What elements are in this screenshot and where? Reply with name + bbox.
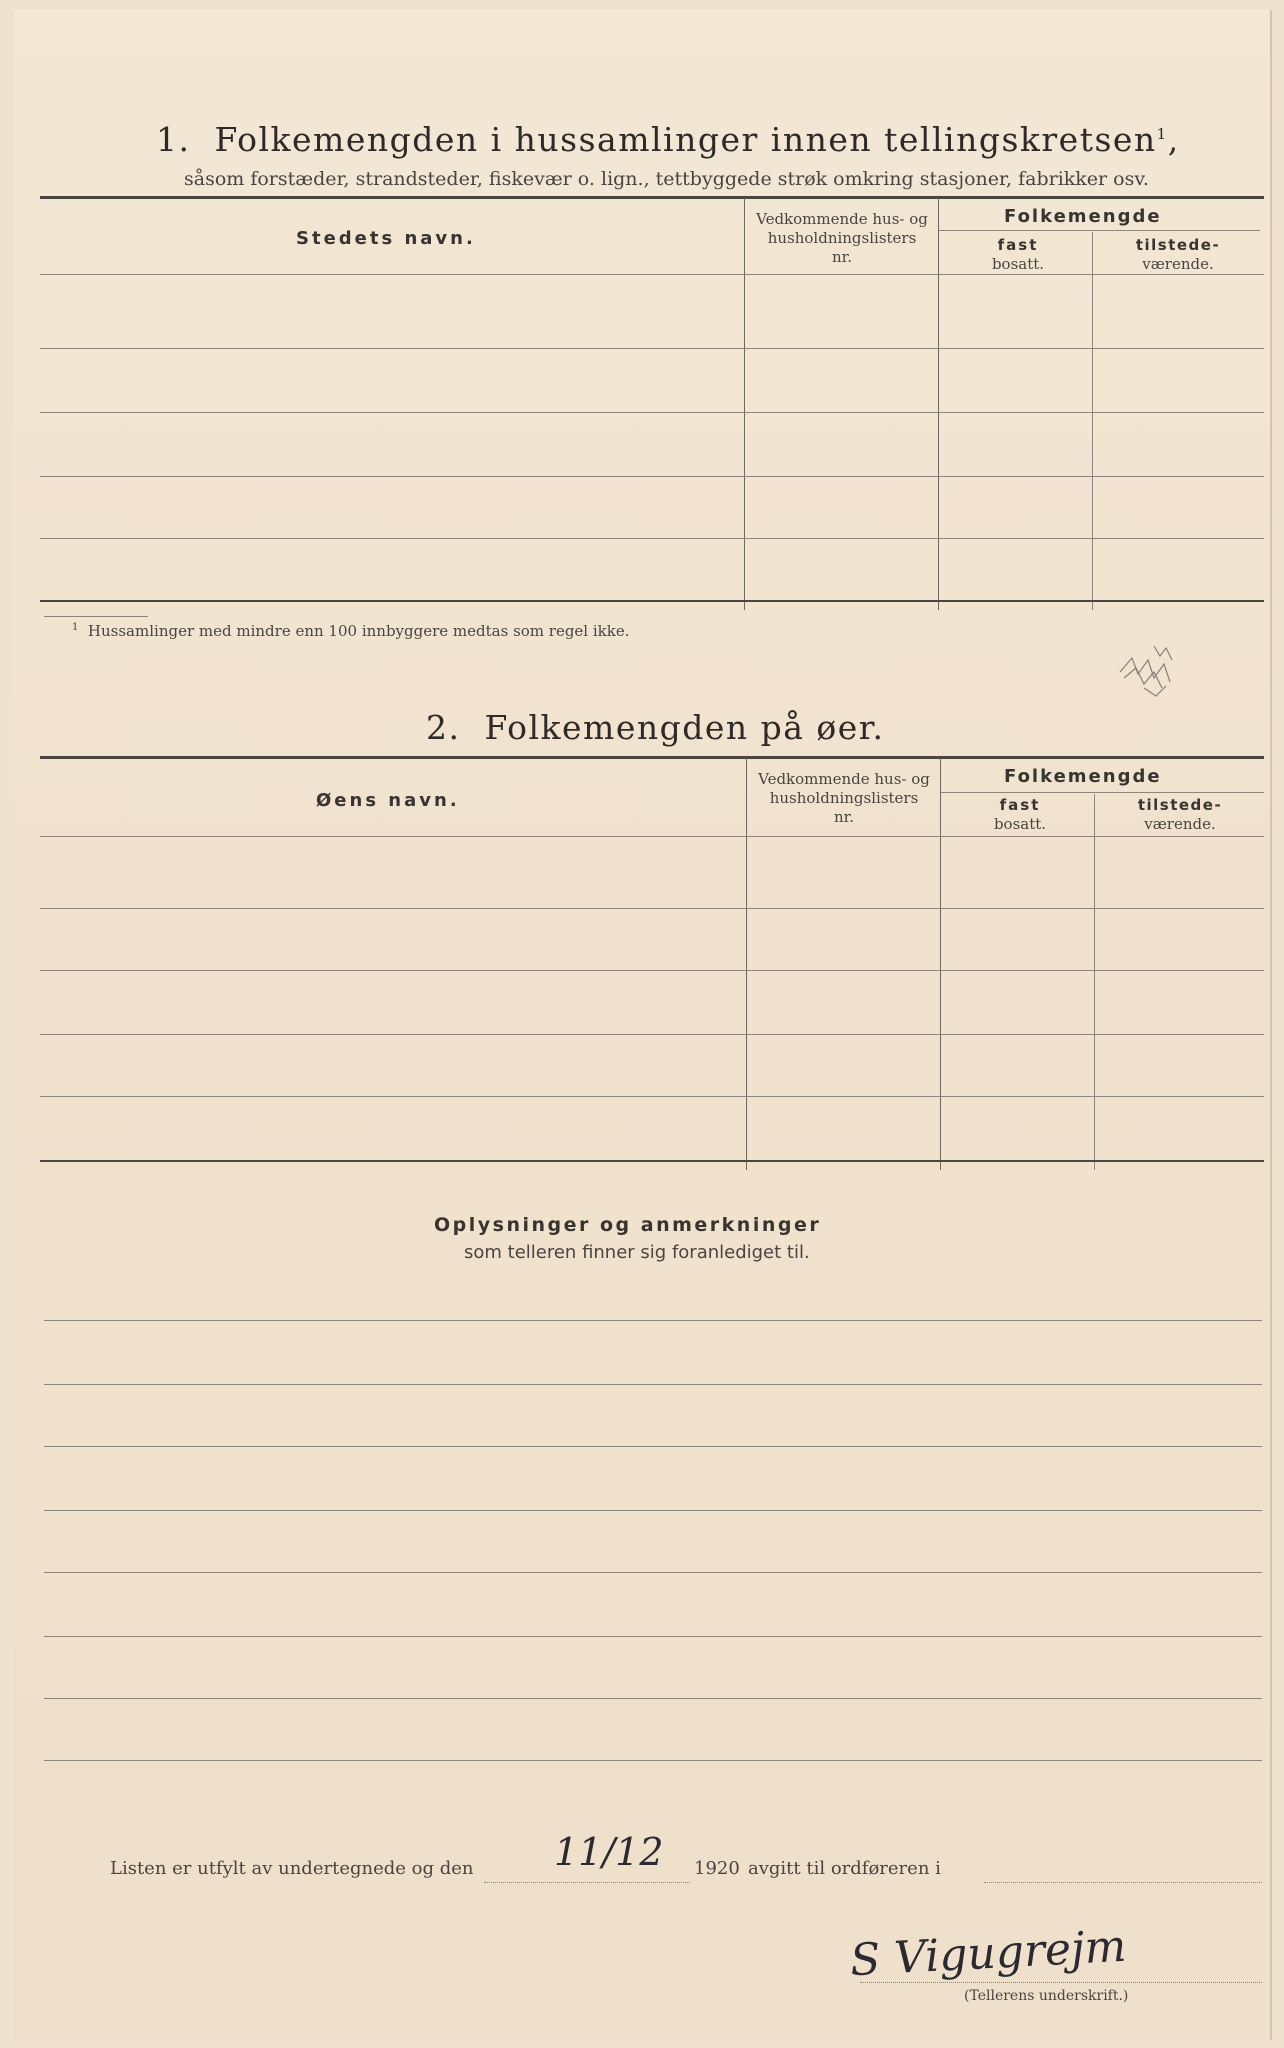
section2-heading: Folkemengden på øer. (484, 708, 885, 747)
section2-col-fast-header (946, 796, 1094, 834)
signature-text-before: Listen er utfylt av undertegnede og den (110, 1858, 474, 1879)
section2-divider-3 (1094, 794, 1095, 1170)
date-dotted-line (484, 1882, 690, 1883)
col-tilstede-line2: værende. (1144, 815, 1216, 833)
section1-bottom-rule (40, 600, 1264, 602)
section1-divider-3 (1092, 232, 1093, 610)
section1-header-rule (40, 274, 1264, 275)
remarks-line (44, 1320, 1262, 1321)
col-list-line3: nr. (834, 808, 854, 826)
footnote-mark: 1 (72, 622, 79, 633)
section1-row-rule (40, 348, 1264, 349)
section1-row-rule (40, 538, 1264, 539)
section1-row-rule (40, 476, 1264, 477)
section1-title (156, 120, 1180, 159)
signature-caption: (Tellerens underskrift.) (964, 1988, 1129, 2004)
section2-col-name-header: Øens navn. (316, 790, 460, 811)
remarks-line (44, 1384, 1262, 1385)
col-fast-line2: bosatt. (993, 815, 1047, 833)
col-fast-line2: bosatt. (991, 255, 1045, 273)
section2-number: 2. (426, 708, 461, 747)
col-list-line3: nr. (832, 248, 852, 266)
col-list-line2: husholdningslisters (769, 789, 919, 807)
col-list-line1: Vedkommende hus- og (756, 210, 928, 228)
remarks-line (44, 1698, 1262, 1699)
footnote-text: Hussamlinger med mindre enn 100 innbyggere medtas som regel ikke. (87, 622, 630, 640)
section1-divider-1 (744, 198, 745, 610)
section2-bottom-rule (40, 1160, 1264, 1162)
section1-top-rule (40, 196, 1264, 199)
footnote-rule (44, 616, 148, 617)
section1-suffix: , (1167, 120, 1180, 159)
section1-group-rule (938, 230, 1260, 231)
section1-col-tilstede-header (1096, 236, 1260, 274)
section2-divider-2 (940, 758, 941, 1170)
signature-handwritten: S Vigugrejm (848, 1920, 1128, 1987)
section2-divider-1 (746, 758, 747, 1170)
ink-smudge (1114, 638, 1194, 708)
section1-subtitle: såsom forstæder, strandsteder, fiskevær o. lign., tettbyggede strøk omkring stasjoner, fabrikker osv. (184, 168, 1149, 190)
remarks-subtitle: som telleren finner sig foranlediget til. (464, 1242, 810, 1263)
section1-divider-2 (938, 198, 939, 610)
section1-footnote-mark: 1 (1156, 125, 1168, 143)
remarks-line (44, 1510, 1262, 1511)
section1-row-rule (40, 412, 1264, 413)
section2-col-list-header (744, 770, 944, 827)
section1-col-name-header: Stedets navn. (296, 228, 476, 249)
remarks-line (44, 1572, 1262, 1573)
section1-heading: Folkemengden i hussamlinger innen tellingskretsen (214, 120, 1157, 159)
col-tilstede-line1: tilstede- (1137, 796, 1223, 814)
section2-title (426, 708, 884, 747)
section1-col-group-header: Folkemengde (1004, 206, 1162, 227)
signature-year: 1920 (694, 1858, 740, 1879)
signature-text-after: avgitt til ordføreren i (748, 1858, 941, 1879)
remarks-line (44, 1760, 1262, 1761)
section2-header-rule (40, 836, 1264, 837)
section1-col-list-header (742, 210, 942, 267)
footnote (72, 622, 630, 640)
section2-top-rule (40, 756, 1264, 759)
section1-number: 1. (156, 120, 191, 159)
col-fast-line1: fast (999, 796, 1041, 814)
section2-row-rule (40, 908, 1264, 909)
remarks-title: Oplysninger og anmerkninger (434, 1214, 822, 1236)
col-list-line2: husholdningslisters (767, 229, 917, 247)
date-handwritten: 11/12 (554, 1830, 664, 1874)
col-list-line1: Vedkommende hus- og (758, 770, 930, 788)
section2-group-rule (940, 792, 1264, 793)
remarks-line (44, 1446, 1262, 1447)
col-tilstede-line1: tilstede- (1135, 236, 1221, 254)
section2-row-rule (40, 1034, 1264, 1035)
section2-row-rule (40, 1096, 1264, 1097)
place-dotted-line (984, 1882, 1262, 1883)
col-fast-line1: fast (997, 236, 1039, 254)
census-form-page (14, 10, 1272, 2040)
remarks-line (44, 1636, 1262, 1637)
section2-row-rule (40, 970, 1264, 971)
col-tilstede-line2: værende. (1142, 255, 1214, 273)
section2-col-group-header: Folkemengde (1004, 766, 1162, 787)
section1-col-fast-header (944, 236, 1092, 274)
section2-col-tilstede-header (1098, 796, 1262, 834)
